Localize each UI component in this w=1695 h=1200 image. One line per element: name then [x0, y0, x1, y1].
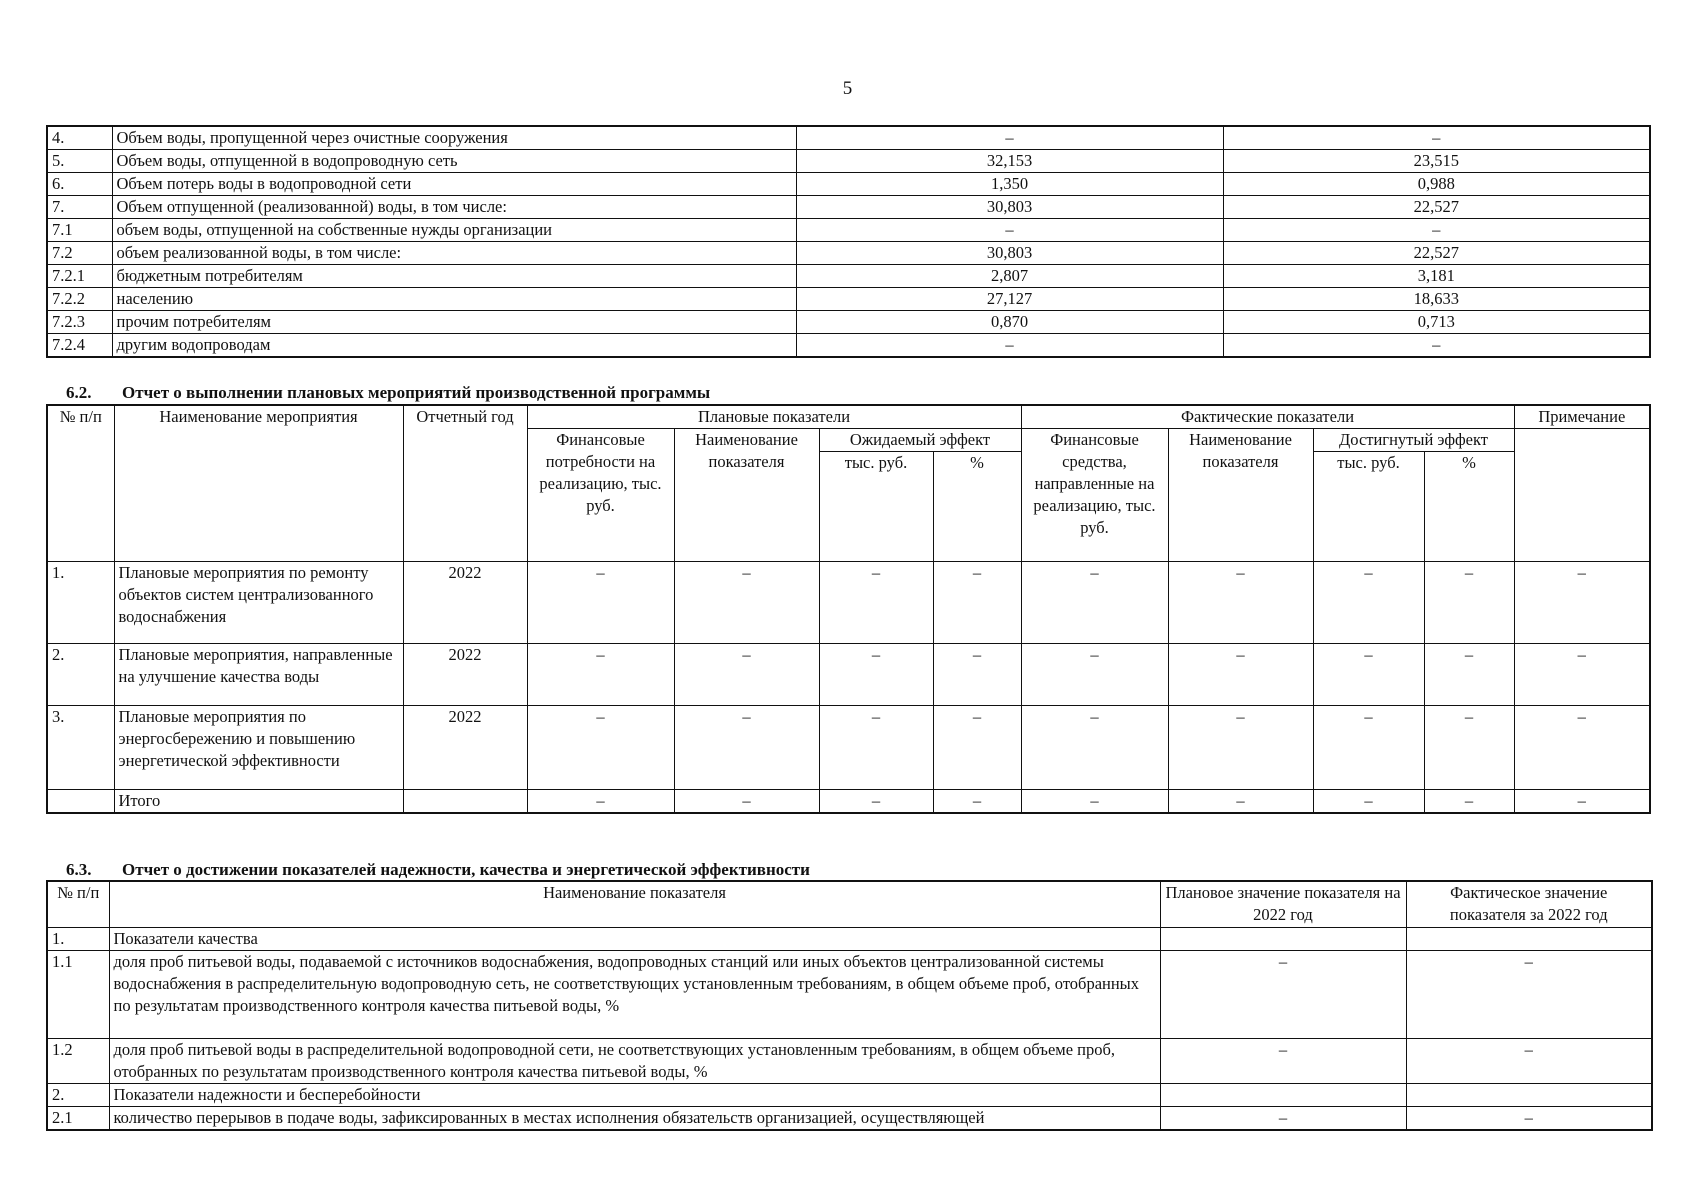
total-cell: – [933, 790, 1021, 814]
row-value-2: 22,527 [1223, 242, 1650, 265]
row-number: 2.1 [47, 1106, 109, 1130]
row-value-2: – [1223, 126, 1650, 150]
row-fact-value [1406, 1083, 1652, 1106]
page-number: 5 [842, 78, 853, 99]
row-cell: – [1514, 706, 1650, 790]
row-cell: – [1021, 644, 1168, 706]
table-row [47, 126, 1650, 150]
table-row [47, 196, 1650, 219]
planned-measures-table [46, 404, 1651, 814]
col-header-note: Примечание [1514, 405, 1650, 429]
row-cell: – [1168, 644, 1313, 706]
table-row [47, 1038, 1652, 1083]
row-cell: – [527, 706, 674, 790]
row-name: населению [112, 288, 796, 311]
row-number: 1. [47, 562, 114, 644]
row-plan-value: – [1160, 1038, 1406, 1083]
total-cell: – [1313, 790, 1424, 814]
row-name: бюджетным потребителям [112, 265, 796, 288]
row-number: 7. [47, 196, 112, 219]
col-header-plan-thous-rub: тыс. руб. [819, 452, 933, 562]
row-number: 5. [47, 150, 112, 173]
total-cell: – [1168, 790, 1313, 814]
table-row [47, 311, 1650, 334]
col-header-expected-effect: Ожидаемый эффект [819, 429, 1021, 452]
row-number: 2. [47, 644, 114, 706]
header-row-1 [47, 405, 1650, 429]
row-number: 7.2 [47, 242, 112, 265]
total-cell: – [1021, 790, 1168, 814]
row-value-2: – [1223, 219, 1650, 242]
col-header-actual: Фактические показатели [1021, 405, 1514, 429]
row-name: Плановые мероприятия, направленные на улучшение качества воды [114, 644, 403, 706]
row-cell: – [1313, 706, 1424, 790]
table-row [47, 927, 1652, 950]
row-cell: – [933, 562, 1021, 644]
row-fact-value: – [1406, 1106, 1652, 1130]
row-cell: – [674, 644, 819, 706]
row-cell: – [1313, 562, 1424, 644]
row-cell: – [1424, 562, 1514, 644]
row-value-2: 23,515 [1223, 150, 1650, 173]
row-year: 2022 [403, 706, 527, 790]
row-value-1: 30,803 [796, 196, 1223, 219]
row-value-1: – [796, 126, 1223, 150]
row-value-1: – [796, 219, 1223, 242]
col-header-plan: Плановое значение показателя на 2022 год [1160, 881, 1406, 927]
total-label: Итого [114, 790, 403, 814]
total-cell: – [1514, 790, 1650, 814]
total-cell: – [674, 790, 819, 814]
row-value-2: 3,181 [1223, 265, 1650, 288]
table-row [47, 562, 1650, 644]
row-name: Объем потерь воды в водопроводной сети [112, 173, 796, 196]
table-row [47, 706, 1650, 790]
table-row [47, 242, 1650, 265]
section-number: 6.3. [66, 860, 92, 879]
row-cell: – [1313, 644, 1424, 706]
row-number: 1. [47, 927, 109, 950]
row-fact-value: – [1406, 950, 1652, 1038]
col-header-planned: Плановые показатели [527, 405, 1021, 429]
water-volume-table [46, 125, 1651, 358]
table-row [47, 1083, 1652, 1106]
row-number: 7.2.1 [47, 265, 112, 288]
row-cell: – [933, 644, 1021, 706]
row-year: 2022 [403, 562, 527, 644]
row-value-1: 1,350 [796, 173, 1223, 196]
col-header-indicator-plan: Наименование показателя [674, 429, 819, 562]
table-row [47, 644, 1650, 706]
header-row [47, 881, 1652, 927]
row-name: объем воды, отпущенной на собственные нужды организации [112, 219, 796, 242]
total-row [47, 790, 1650, 814]
row-year: 2022 [403, 644, 527, 706]
row-cell: – [819, 706, 933, 790]
row-value-1: 32,153 [796, 150, 1223, 173]
row-cell: – [1514, 644, 1650, 706]
row-name: доля проб питьевой воды, подаваемой с источников водоснабжения, водопроводных станций или иных объектов централизованной системы водоснабжения в распределительную водопроводную сеть, не соответствующих установленным требованиям, в общем объеме проб, отобранных по результатам производственного контроля качества питьевой воды, % [109, 950, 1160, 1038]
table-row [47, 1106, 1652, 1130]
row-cell: – [1424, 706, 1514, 790]
total-cell: – [819, 790, 933, 814]
row-number: 7.2.4 [47, 334, 112, 358]
col-header-fin-plan: Финансовые потребности на реализацию, тыс. руб. [527, 429, 674, 562]
row-number: 7.2.3 [47, 311, 112, 334]
row-number: 7.1 [47, 219, 112, 242]
row-value-1: 0,870 [796, 311, 1223, 334]
row-name: Показатели надежности и бесперебойности [109, 1083, 1160, 1106]
col-header-fact: Фактическое значение показателя за 2022 год [1406, 881, 1652, 927]
row-cell: – [527, 644, 674, 706]
row-value-1: 30,803 [796, 242, 1223, 265]
col-header-indicator-actual: Наименование показателя [1168, 429, 1313, 562]
section-6-2-title [66, 383, 710, 403]
col-header-fin-actual: Финансовые средства, направленные на реализацию, тыс. руб. [1021, 429, 1168, 562]
row-fact-value: – [1406, 1038, 1652, 1083]
row-fact-value [1406, 927, 1652, 950]
table-row [47, 265, 1650, 288]
col-header-num: № п/п [47, 405, 114, 562]
row-number: 6. [47, 173, 112, 196]
total-cell: – [1424, 790, 1514, 814]
section-title-text: Отчет о выполнении плановых мероприятий производственной программы [122, 383, 711, 402]
row-value-1: 2,807 [796, 265, 1223, 288]
table-row [47, 219, 1650, 242]
row-name: Плановые мероприятия по энергосбережению и повышению энергетической эффективности [114, 706, 403, 790]
table-row [47, 950, 1652, 1038]
col-header-achieved-effect: Достигнутый эффект [1313, 429, 1514, 452]
total-cell: – [527, 790, 674, 814]
row-name: прочим потребителям [112, 311, 796, 334]
col-header-note-empty [1514, 429, 1650, 562]
table-row [47, 150, 1650, 173]
row-name: Показатели качества [109, 927, 1160, 950]
row-value-2: 18,633 [1223, 288, 1650, 311]
row-cell: – [674, 562, 819, 644]
section-number: 6.2. [66, 383, 92, 402]
row-plan-value [1160, 927, 1406, 950]
row-value-2: – [1223, 334, 1650, 358]
row-value-1: 27,127 [796, 288, 1223, 311]
row-number: 1.2 [47, 1038, 109, 1083]
row-cell: – [527, 562, 674, 644]
col-header-name: Наименование мероприятия [114, 405, 403, 562]
row-plan-value [1160, 1083, 1406, 1106]
row-name: Объем воды, пропущенной через очистные сооружения [112, 126, 796, 150]
col-header-plan-percent: % [933, 452, 1021, 562]
col-header-num: № п/п [47, 881, 109, 927]
total-year-empty [403, 790, 527, 814]
total-number-empty [47, 790, 114, 814]
row-cell: – [1514, 562, 1650, 644]
row-cell: – [819, 562, 933, 644]
row-name: Объем воды, отпущенной в водопроводную сеть [112, 150, 796, 173]
row-number: 3. [47, 706, 114, 790]
row-cell: – [1021, 706, 1168, 790]
row-value-1: – [796, 334, 1223, 358]
row-cell: – [819, 644, 933, 706]
row-name: количество перерывов в подаче воды, зафиксированных в местах исполнения обязательств организацией, осуществляющей [109, 1106, 1160, 1130]
col-header-year: Отчетный год [403, 405, 527, 562]
row-value-2: 0,713 [1223, 311, 1650, 334]
row-number: 2. [47, 1083, 109, 1106]
row-cell: – [933, 706, 1021, 790]
row-number: 4. [47, 126, 112, 150]
reliability-indicators-table [46, 880, 1653, 1131]
row-value-2: 22,527 [1223, 196, 1650, 219]
row-number: 1.1 [47, 950, 109, 1038]
row-name: Объем отпущенной (реализованной) воды, в том числе: [112, 196, 796, 219]
table-row [47, 173, 1650, 196]
col-header-fact-thous-rub: тыс. руб. [1313, 452, 1424, 562]
col-header-name: Наименование показателя [109, 881, 1160, 927]
row-number: 7.2.2 [47, 288, 112, 311]
row-cell: – [674, 706, 819, 790]
row-plan-value: – [1160, 1106, 1406, 1130]
row-plan-value: – [1160, 950, 1406, 1038]
section-title-text: Отчет о достижении показателей надежности, качества и энергетической эффективности [122, 860, 810, 879]
col-header-fact-percent: % [1424, 452, 1514, 562]
row-cell: – [1424, 644, 1514, 706]
row-value-2: 0,988 [1223, 173, 1650, 196]
row-cell: – [1168, 562, 1313, 644]
table-row [47, 334, 1650, 358]
row-name: объем реализованной воды, в том числе: [112, 242, 796, 265]
row-name: доля проб питьевой воды в распределительной водопроводной сети, не соответствующих установленным требованиям, в общем объеме проб, отобранных по результатам производственного контроля качества питьевой воды, % [109, 1038, 1160, 1083]
row-name: Плановые мероприятия по ремонту объектов систем централизованного водоснабжения [114, 562, 403, 644]
row-name: другим водопроводам [112, 334, 796, 358]
row-cell: – [1168, 706, 1313, 790]
table-row [47, 288, 1650, 311]
row-cell: – [1021, 562, 1168, 644]
section-6-3-title [66, 860, 810, 880]
